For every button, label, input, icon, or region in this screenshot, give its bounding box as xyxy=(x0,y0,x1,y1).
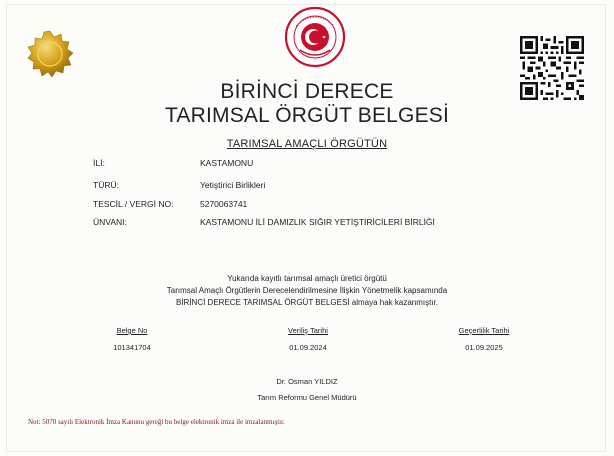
signatory-name: Dr. Osman YILDIZ xyxy=(276,377,338,386)
belge-no-value: 101341704 xyxy=(113,343,151,352)
gold-medal-icon xyxy=(26,30,74,78)
statement-line1: Yukarıda kayıtlı tarımsal amaçlı üretici örgütü xyxy=(227,274,387,283)
gecerlilik-tarihi-label: Geçerlilik Tarihi xyxy=(458,326,510,335)
ministry-seal-icon xyxy=(284,6,346,68)
field-label-turu: TÜRÜ: xyxy=(93,180,119,190)
verilis-tarihi-label: Veriliş Tarihi xyxy=(288,326,328,335)
field-label-unvani: ÜNVANI: xyxy=(93,217,127,227)
belge-no-label: Belge No xyxy=(116,326,148,335)
field-value-tescil: 5270063741 xyxy=(200,199,248,209)
title-line1: BİRİNCİ DERECE xyxy=(220,80,394,103)
footer-note: Not: 5070 sayılı Elektronik İmza Kanunu gereği bu belge elektronik imza ile imzalanmıştır. xyxy=(28,418,285,426)
statement-line3: BİRİNCİ DERECE TARIMSAL ÖRGÜT BELGESİ almaya hak kazanmıştır. xyxy=(176,298,438,307)
statement-line2: Tarımsal Amaçlı Örgütlerin Derecelendirilmesine İlişkin Yönetmelik kapsamında xyxy=(166,286,448,295)
field-value-il: KASTAMONU xyxy=(200,158,254,168)
gecerlilik-tarihi-value: 01.09.2025 xyxy=(465,343,503,352)
subtitle: TARIMSAL AMAÇLI ÖRGÜTÜN xyxy=(226,138,388,150)
verilis-tarihi-value: 01.09.2024 xyxy=(289,343,327,352)
title-line2: TARIMSAL ÖRGÜT BELGESİ xyxy=(164,104,450,127)
field-label-il: İLİ: xyxy=(93,158,105,168)
signatory-title: Tarım Reformu Genel Müdürü xyxy=(257,393,357,402)
field-label-tescil: TESCİL / VERGİ NO: xyxy=(93,199,174,209)
field-value-turu: Yetiştirici Birlikleri xyxy=(200,180,266,190)
field-value-unvani: KASTAMONU İLİ DAMIZLIK SIĞIR YETİŞTİRİCİLERİ BİRLİĞİ xyxy=(200,217,435,227)
